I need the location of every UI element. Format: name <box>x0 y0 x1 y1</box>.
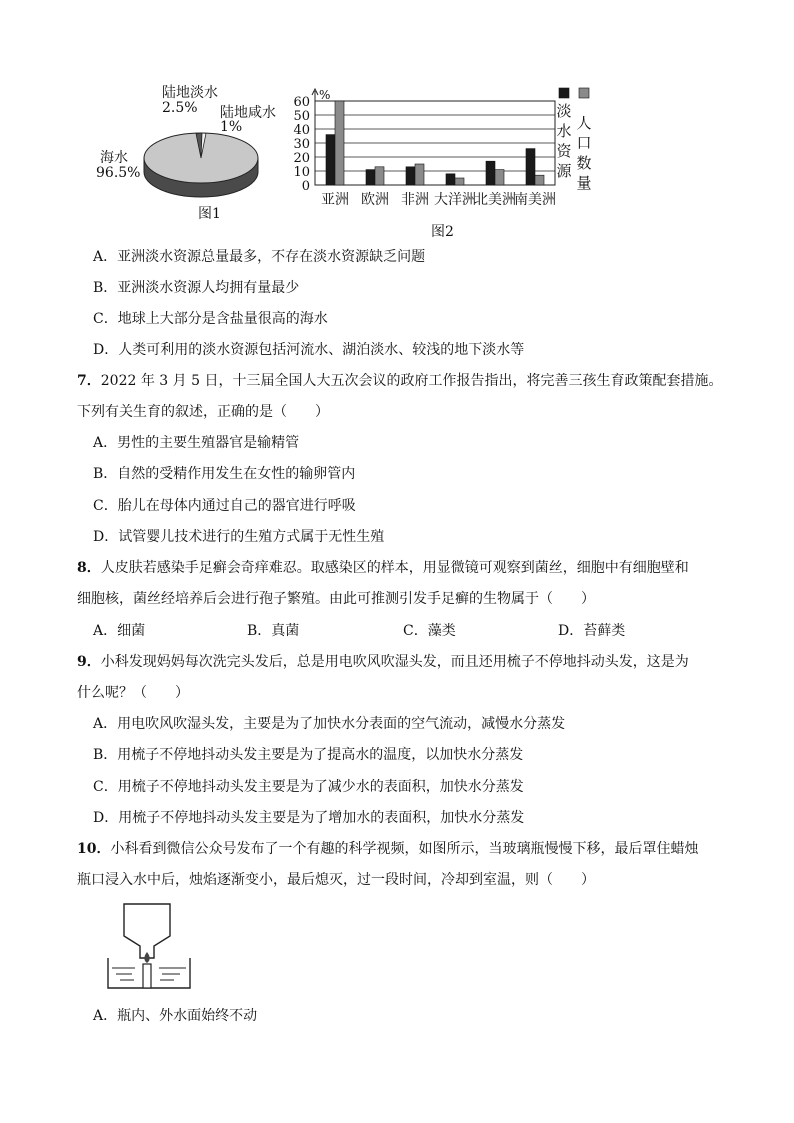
q6-option-a: A．亚洲淡水资源总量最多，不存在淡水资源缺乏问题 <box>93 249 426 265</box>
figure-2-caption: 图2 <box>431 224 454 240</box>
q6-option-d: D．人类可利用的淡水资源包括河流水、湖泊淡水、较浅的地下淡水等 <box>93 342 525 358</box>
q7-option-d: D．试管婴儿技术进行的生殖方式属于无性生殖 <box>93 529 385 545</box>
q10-text-1: 小科看到微信公众号发布了一个有趣的科学视频，如图所示，当玻璃瓶慢慢下移，最后罩住蜡烛 <box>110 841 699 857</box>
legend-swatch <box>579 88 589 98</box>
bar-freshwater <box>326 135 335 185</box>
bar-population <box>375 167 384 185</box>
q7-option-b: B．自然的受精作用发生在女性的输卵管内 <box>93 466 356 482</box>
q7-text-1: 2022 年 3 月 5 日，十三届全国人大五次会议的政府工作报告指出，将完善三孩生育政策配套措施。 <box>100 373 723 389</box>
bar-population <box>415 164 424 185</box>
x-tick-label: 北美洲 <box>474 192 516 208</box>
q9-line2: 什么呢？（ ） <box>77 685 189 701</box>
y-tick-label: 30 <box>293 137 310 152</box>
q8-line1 <box>77 558 689 578</box>
q8-option-d: D．苔藓类 <box>558 623 626 639</box>
q8-option-c: C．藻类 <box>403 623 456 639</box>
bar-population <box>335 101 344 185</box>
q10-number: 10． <box>77 841 111 857</box>
bar-freshwater <box>406 167 415 185</box>
legend-char: 数 <box>576 154 592 172</box>
bar-population <box>455 178 464 185</box>
q9-line1 <box>77 652 689 672</box>
legend-char: 淡 <box>556 102 572 120</box>
q10-line1 <box>77 839 698 859</box>
y-tick-label: 60 <box>293 95 310 110</box>
bottle-candle-diagram <box>100 900 200 992</box>
q8-text-1: 人皮肤若感染手足癣会奇痒难忍。取感染区的样本，用显微镜可观察到菌丝，细胞中有细胞壁和 <box>100 560 689 576</box>
q9-option-b: B．用梳子不停地抖动头发主要是为了提高水的温度，以加快水分蒸发 <box>93 747 524 763</box>
legend-char: 源 <box>556 162 572 180</box>
figure-2 <box>285 84 605 214</box>
label-saltwater-name: 陆地咸水 <box>220 105 276 121</box>
legend-swatch <box>559 88 569 98</box>
label-sea-pct: 96.5% <box>96 165 141 181</box>
q9-option-c: C．用梳子不停地抖动头发主要是为了减少水的表面积，加快水分蒸发 <box>93 779 524 795</box>
x-tick-label: 南美洲 <box>514 192 556 208</box>
label-sea-name: 海水 <box>100 150 128 166</box>
bar-freshwater <box>366 170 375 185</box>
q8-option-b: B．真菌 <box>247 623 300 639</box>
q7-option-a: A．男性的主要生殖器官是输精管 <box>93 435 300 451</box>
label-freshwater-name: 陆地淡水 <box>162 85 218 101</box>
y-tick-label: 20 <box>293 151 310 166</box>
q9-option-d: D．用梳子不停地抖动头发主要是为了增加水的表面积，加快水分蒸发 <box>93 810 525 826</box>
legend-char: 量 <box>576 174 592 192</box>
bar-chart-svg <box>285 84 605 214</box>
q8-number: 8． <box>77 560 101 576</box>
q7-line2: 下列有关生育的叙述，正确的是（ ） <box>77 404 329 420</box>
q8-line2: 细胞核，菌丝经培养后会进行孢子繁殖。由此可推测引发手足癣的生物属于（ ） <box>77 591 595 607</box>
q9-number: 9． <box>77 654 101 670</box>
bar-population <box>535 175 544 185</box>
legend-char: 水 <box>556 122 572 140</box>
q7-number: 7． <box>77 373 101 389</box>
q9-option-a: A．用电吹风吹湿头发，主要是为了加快水分表面的空气流动，减慢水分蒸发 <box>93 716 566 732</box>
q10-line2: 瓶口浸入水中后，烛焰逐渐变小，最后熄灭，过一段时间，冷却到室温，则（ ） <box>77 872 595 888</box>
y-tick-label: 40 <box>293 123 310 138</box>
bar-freshwater <box>486 161 495 185</box>
legend-char: 口 <box>576 134 592 152</box>
x-tick-label: 非洲 <box>401 192 429 208</box>
bottle-outline <box>124 904 170 958</box>
q8-option-a: A．细菌 <box>93 623 146 639</box>
label-saltwater-pct: 1% <box>220 119 243 135</box>
y-tick-label: 0 <box>301 179 310 194</box>
y-tick-label: 50 <box>293 109 310 124</box>
candle <box>143 964 151 988</box>
y-axis-label: % <box>319 88 331 102</box>
bar-population <box>495 170 504 185</box>
label-freshwater-pct: 2.5% <box>162 100 198 116</box>
q10-option-a: A．瓶内、外水面始终不动 <box>93 1008 258 1024</box>
q7-line1 <box>77 371 722 391</box>
bar-freshwater <box>526 149 535 185</box>
legend-char: 人 <box>576 114 592 132</box>
x-tick-label: 欧洲 <box>361 192 389 208</box>
legend-char: 资 <box>556 142 572 160</box>
candle-flame <box>144 952 149 963</box>
x-tick-label: 亚洲 <box>321 192 349 208</box>
q6-option-c: C．地球上大部分是含盐量很高的海水 <box>93 311 328 327</box>
q10-apparatus-figure <box>100 900 200 992</box>
q9-text-1: 小科发现妈妈每次洗完头发后，总是用电吹风吹湿头发，而且还用梳子不停地抖动头发，这是为 <box>100 654 689 670</box>
figure-1-caption: 图1 <box>198 206 221 222</box>
y-tick-label: 10 <box>293 165 310 180</box>
bar-freshwater <box>446 174 455 185</box>
x-tick-label: 大洋洲 <box>434 192 476 208</box>
q6-option-b: B．亚洲淡水资源人均拥有量最少 <box>93 280 300 296</box>
q7-option-c: C．胎儿在母体内通过自己的器官进行呼吸 <box>93 498 356 514</box>
